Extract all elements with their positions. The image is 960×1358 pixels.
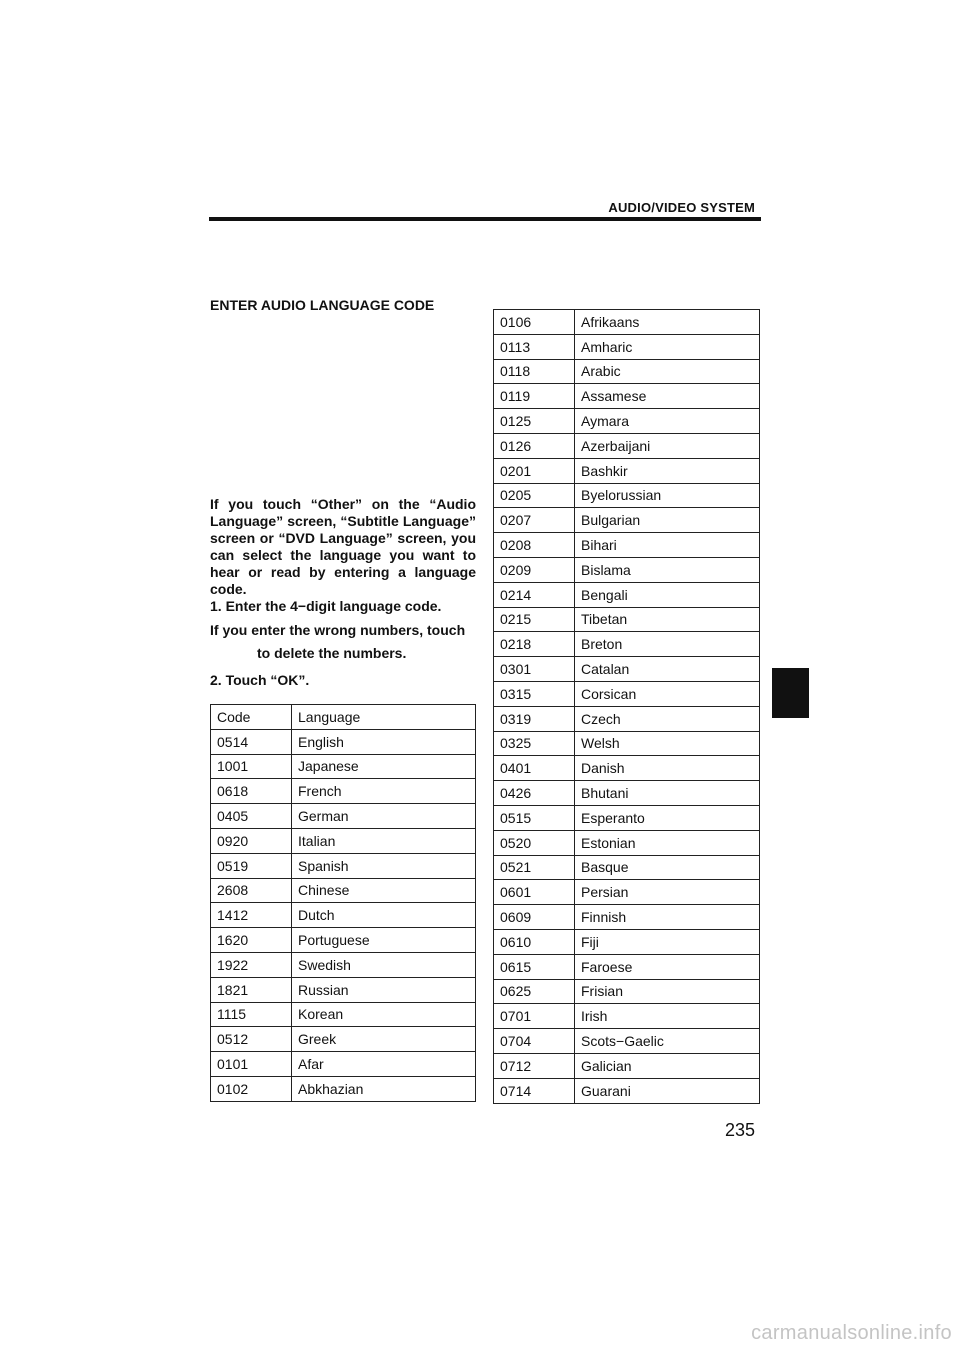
language-code-cell: 1922 bbox=[211, 952, 292, 977]
language-code-cell: 0208 bbox=[494, 533, 575, 558]
language-code-cell: 0712 bbox=[494, 1053, 575, 1078]
table-row bbox=[211, 804, 476, 829]
language-code-cell: 0610 bbox=[494, 929, 575, 954]
language-name-cell: Azerbaijani bbox=[575, 433, 760, 458]
language-name-cell: Dutch bbox=[292, 903, 476, 928]
language-code-cell: 0214 bbox=[494, 582, 575, 607]
language-name-cell: German bbox=[292, 804, 476, 829]
language-code-cell: 0319 bbox=[494, 706, 575, 731]
column-header-code: Code bbox=[211, 705, 292, 730]
table-row bbox=[211, 903, 476, 928]
language-code-cell: 0426 bbox=[494, 781, 575, 806]
table-row bbox=[211, 828, 476, 853]
table-row bbox=[494, 433, 760, 458]
language-code-cell: 0601 bbox=[494, 880, 575, 905]
header-rule bbox=[209, 217, 761, 221]
language-code-cell: 1001 bbox=[211, 754, 292, 779]
language-name-cell: Swedish bbox=[292, 952, 476, 977]
language-code-cell: 0119 bbox=[494, 384, 575, 409]
language-code-cell: 1412 bbox=[211, 903, 292, 928]
section-title: ENTER AUDIO LANGUAGE CODE bbox=[210, 297, 435, 313]
intro-paragraph: If you touch “Other” on the “Audio Language” screen, “Subtitle Language” screen or “DVD Language” screen, you can select the language you want to hear or read by entering a language code. bbox=[210, 496, 476, 597]
language-name-cell: Corsican bbox=[575, 681, 760, 706]
language-code-cell: 2608 bbox=[211, 878, 292, 903]
language-code-table-left bbox=[210, 704, 476, 1102]
language-name-cell: English bbox=[292, 729, 476, 754]
language-name-cell: Abkhazian bbox=[292, 1076, 476, 1101]
table-row bbox=[494, 483, 760, 508]
table-row bbox=[494, 1053, 760, 1078]
table-row bbox=[494, 756, 760, 781]
language-name-cell: Faroese bbox=[575, 954, 760, 979]
language-name-cell: Afar bbox=[292, 1052, 476, 1077]
table-row bbox=[211, 1052, 476, 1077]
table-row bbox=[211, 928, 476, 953]
table-row bbox=[211, 754, 476, 779]
language-name-cell: Spanish bbox=[292, 853, 476, 878]
table-row bbox=[494, 384, 760, 409]
language-name-cell: Estonian bbox=[575, 830, 760, 855]
language-name-cell: Assamese bbox=[575, 384, 760, 409]
language-name-cell: Catalan bbox=[575, 657, 760, 682]
language-name-cell: Russian bbox=[292, 977, 476, 1002]
language-code-cell: 0126 bbox=[494, 433, 575, 458]
language-code-cell: 0618 bbox=[211, 779, 292, 804]
language-name-cell: Czech bbox=[575, 706, 760, 731]
language-code-cell: 0521 bbox=[494, 855, 575, 880]
running-header-title: AUDIO/VIDEO SYSTEM bbox=[608, 200, 755, 215]
column-header-language: Language bbox=[292, 705, 476, 730]
table-row bbox=[211, 952, 476, 977]
language-name-cell: Bihari bbox=[575, 533, 760, 558]
table-row bbox=[211, 1076, 476, 1101]
language-code-cell: 0106 bbox=[494, 310, 575, 335]
language-code-cell: 0520 bbox=[494, 830, 575, 855]
step-1: 1. Enter the 4−digit language code. bbox=[210, 598, 442, 614]
language-code-cell: 0519 bbox=[211, 853, 292, 878]
language-name-cell: Scots−Gaelic bbox=[575, 1029, 760, 1054]
language-code-cell: 0113 bbox=[494, 334, 575, 359]
table-row bbox=[211, 1002, 476, 1027]
language-name-cell: Korean bbox=[292, 1002, 476, 1027]
table-row bbox=[211, 729, 476, 754]
language-name-cell: Aymara bbox=[575, 409, 760, 434]
language-name-cell: Welsh bbox=[575, 731, 760, 756]
table-header-row bbox=[211, 705, 476, 730]
table-row bbox=[211, 853, 476, 878]
warning-line-1: If you enter the wrong numbers, touch bbox=[210, 622, 466, 638]
page-number: 235 bbox=[724, 1120, 755, 1140]
language-code-cell: 0215 bbox=[494, 607, 575, 632]
language-name-cell: Byelorussian bbox=[575, 483, 760, 508]
language-name-cell: Greek bbox=[292, 1027, 476, 1052]
table-row bbox=[494, 508, 760, 533]
language-name-cell: Tibetan bbox=[575, 607, 760, 632]
table-row bbox=[494, 1004, 760, 1029]
table-row bbox=[211, 1027, 476, 1052]
table-row bbox=[494, 830, 760, 855]
language-code-cell: 0118 bbox=[494, 359, 575, 384]
language-code-cell: 0701 bbox=[494, 1004, 575, 1029]
language-code-cell: 0102 bbox=[211, 1076, 292, 1101]
table-row bbox=[494, 632, 760, 657]
language-name-cell: Amharic bbox=[575, 334, 760, 359]
table-row bbox=[494, 582, 760, 607]
table-row bbox=[494, 880, 760, 905]
table-row bbox=[494, 607, 760, 632]
language-code-cell: 0207 bbox=[494, 508, 575, 533]
language-name-cell: Bulgarian bbox=[575, 508, 760, 533]
language-code-cell: 0512 bbox=[211, 1027, 292, 1052]
language-name-cell: Danish bbox=[575, 756, 760, 781]
language-name-cell: French bbox=[292, 779, 476, 804]
language-name-cell: Fiji bbox=[575, 929, 760, 954]
language-code-cell: 0615 bbox=[494, 954, 575, 979]
language-code-cell: 0325 bbox=[494, 731, 575, 756]
watermark: carmanualsonline.info bbox=[751, 1322, 952, 1344]
language-code-cell: 0514 bbox=[211, 729, 292, 754]
language-code-cell: 0315 bbox=[494, 681, 575, 706]
language-name-cell: Basque bbox=[575, 855, 760, 880]
language-name-cell: Portuguese bbox=[292, 928, 476, 953]
language-code-cell: 0515 bbox=[494, 805, 575, 830]
language-code-cell: 1620 bbox=[211, 928, 292, 953]
section-thumb-tab bbox=[772, 668, 809, 718]
language-code-cell: 1115 bbox=[211, 1002, 292, 1027]
table-row bbox=[494, 929, 760, 954]
table-row bbox=[494, 557, 760, 582]
language-name-cell: Bislama bbox=[575, 557, 760, 582]
language-code-cell: 0205 bbox=[494, 483, 575, 508]
table-row bbox=[211, 977, 476, 1002]
table-row bbox=[494, 409, 760, 434]
language-name-cell: Esperanto bbox=[575, 805, 760, 830]
step-2: 2. Touch “OK”. bbox=[210, 672, 310, 688]
table-row bbox=[494, 334, 760, 359]
language-name-cell: Bhutani bbox=[575, 781, 760, 806]
table-row bbox=[494, 681, 760, 706]
warning-line-2: to delete the numbers. bbox=[257, 645, 407, 661]
language-code-cell: 0714 bbox=[494, 1078, 575, 1103]
language-code-cell: 0609 bbox=[494, 905, 575, 930]
table-row bbox=[494, 359, 760, 384]
table-row bbox=[494, 979, 760, 1004]
language-name-cell: Chinese bbox=[292, 878, 476, 903]
language-code-cell: 0405 bbox=[211, 804, 292, 829]
table-row bbox=[494, 905, 760, 930]
language-name-cell: Italian bbox=[292, 828, 476, 853]
language-code-cell: 0218 bbox=[494, 632, 575, 657]
language-code-cell: 0920 bbox=[211, 828, 292, 853]
language-code-cell: 0401 bbox=[494, 756, 575, 781]
language-name-cell: Bengali bbox=[575, 582, 760, 607]
language-name-cell: Japanese bbox=[292, 754, 476, 779]
language-name-cell: Afrikaans bbox=[575, 310, 760, 335]
table-row bbox=[494, 805, 760, 830]
language-code-cell: 0201 bbox=[494, 458, 575, 483]
language-code-cell: 0301 bbox=[494, 657, 575, 682]
table-row bbox=[211, 779, 476, 804]
table-row bbox=[494, 458, 760, 483]
language-name-cell: Guarani bbox=[575, 1078, 760, 1103]
language-code-cell: 0125 bbox=[494, 409, 575, 434]
table-row bbox=[494, 657, 760, 682]
table-row bbox=[494, 731, 760, 756]
language-code-cell: 0101 bbox=[211, 1052, 292, 1077]
language-code-cell: 0209 bbox=[494, 557, 575, 582]
table-row bbox=[494, 310, 760, 335]
language-code-table-right bbox=[493, 309, 760, 1104]
language-code-cell: 1821 bbox=[211, 977, 292, 1002]
language-code-cell: 0704 bbox=[494, 1029, 575, 1054]
language-name-cell: Arabic bbox=[575, 359, 760, 384]
table-row bbox=[494, 1029, 760, 1054]
table-row bbox=[494, 954, 760, 979]
language-name-cell: Bashkir bbox=[575, 458, 760, 483]
language-name-cell: Breton bbox=[575, 632, 760, 657]
table-row bbox=[494, 781, 760, 806]
language-name-cell: Persian bbox=[575, 880, 760, 905]
language-code-cell: 0625 bbox=[494, 979, 575, 1004]
language-name-cell: Frisian bbox=[575, 979, 760, 1004]
table-row bbox=[494, 1078, 760, 1103]
table-row bbox=[211, 878, 476, 903]
table-row bbox=[494, 706, 760, 731]
language-name-cell: Irish bbox=[575, 1004, 760, 1029]
table-row bbox=[494, 855, 760, 880]
table-row bbox=[494, 533, 760, 558]
language-name-cell: Finnish bbox=[575, 905, 760, 930]
language-name-cell: Galician bbox=[575, 1053, 760, 1078]
